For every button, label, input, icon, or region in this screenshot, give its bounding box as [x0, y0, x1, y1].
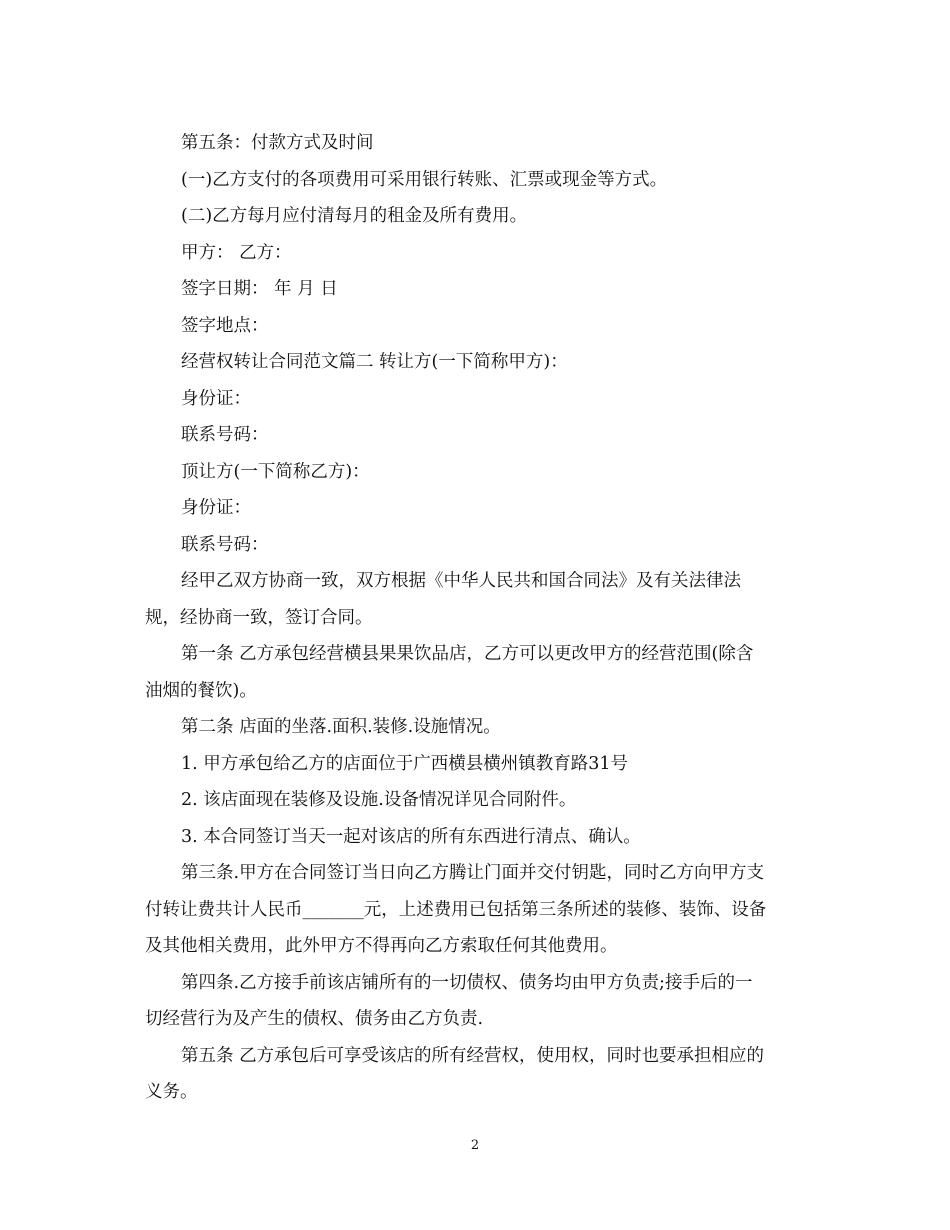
field-phone: 联系号码：: [181, 535, 269, 555]
signature-date: 签字日期： 年 月 日: [181, 279, 338, 299]
field-id-card: 身份证：: [181, 389, 251, 409]
paragraph-line: (一)乙方支付的各项费用可采用银行转账、汇票或现金等方式。: [181, 170, 668, 190]
article-3-line: 付转让费共计人民币_______元，上述费用已包括第三条所述的装修、装饰、设备: [145, 900, 767, 920]
article-5-line: 第五条 乙方承包后可享受该店的所有经营权，使用权，同时也要承担相应的: [181, 1046, 765, 1066]
paragraph-line: 规，经协商一致，签订合同。: [145, 608, 373, 628]
list-item: 3. 本合同签订当天一起对该店的所有东西进行清点、确认。: [181, 827, 641, 847]
article-4-line: 第四条.乙方接手前该店铺所有的一切债权、债务均由甲方负责;接手后的一: [181, 973, 753, 993]
field-phone: 联系号码：: [181, 425, 269, 445]
signature-parties: 甲方： 乙方：: [181, 243, 292, 263]
field-id-card: 身份证：: [181, 498, 251, 518]
paragraph-line: 经甲乙双方协商一致，双方根据《中华人民共和国合同法》及有关法律法: [181, 571, 741, 591]
contract-title: 经营权转让合同范文篇二 转让方(一下简称甲方)：: [181, 352, 568, 372]
article-3-line: 及其他相关费用，此外甲方不得再向乙方索取任何其他费用。: [145, 936, 618, 956]
page-number: 2: [470, 1138, 480, 1153]
list-item: 1. 甲方承包给乙方的店面位于广西横县横州镇教育路31号: [181, 754, 629, 774]
section-heading: 第五条：付款方式及时间: [181, 133, 374, 153]
article-1-line: 油烟的餐饮)。: [145, 681, 257, 701]
article-2-heading: 第二条 店面的坐落.面积.装修.设施情况。: [181, 717, 501, 737]
article-3-line: 第三条.甲方在合同签订当日向乙方腾让门面并交付钥匙，同时乙方向甲方支: [181, 863, 765, 883]
signature-place: 签字地点：: [181, 316, 269, 336]
paragraph-line: (二)乙方每月应付清每月的租金及所有费用。: [181, 206, 528, 226]
list-item: 2. 该店面现在装修及设施.设备情况详见合同附件。: [181, 790, 577, 810]
article-4-line: 切经营行为及产生的债权、债务由乙方负责.: [145, 1009, 484, 1029]
field-transferee: 顶让方(一下简称乙方)：: [181, 462, 370, 482]
article-5-line: 义务。: [145, 1082, 198, 1102]
article-1-line: 第一条 乙方承包经营横县果果饮品店，乙方可以更改甲方的经营范围(除含: [181, 644, 754, 664]
